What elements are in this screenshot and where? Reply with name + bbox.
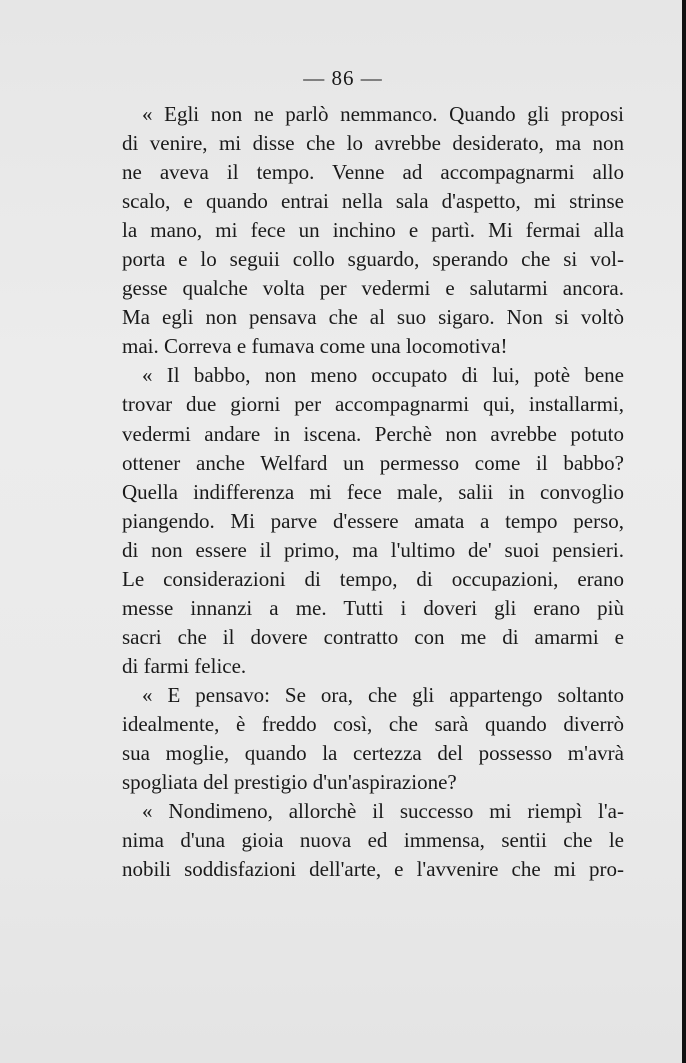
text-line: nima d'una gioia nuova ed immensa, sentii che le bbox=[122, 828, 624, 853]
text-line: gesse qualche volta per vedermi e salutarmi ancora. bbox=[122, 276, 624, 301]
text-line: ne aveva il tempo. Venne ad accompagnarmi allo bbox=[122, 160, 624, 185]
paragraph-3 bbox=[122, 681, 624, 797]
page-number: — 86 — bbox=[303, 66, 383, 90]
text-line: Le considerazioni di tempo, di occupazioni, erano bbox=[122, 566, 624, 591]
paragraph-2 bbox=[122, 361, 624, 681]
text-line: « Egli non ne parlò nemmanco. Quando gli proposi bbox=[142, 102, 624, 126]
text-line: « Il babbo, non meno occupato di lui, potè bene bbox=[142, 363, 624, 388]
text-line: la mano, mi fece un inchino e partì. Mi fermai alla bbox=[122, 218, 624, 243]
text-line: piangendo. Mi parve d'essere amata a tempo perso, bbox=[122, 508, 624, 533]
text-line: di non essere il primo, ma l'ultimo de' suoi pensieri. bbox=[122, 537, 624, 562]
page-edge bbox=[682, 0, 686, 1063]
text-line: scalo, e quando entrai nella sala d'aspetto, mi strinse bbox=[122, 189, 624, 214]
text-line: messe innanzi a me. Tutti i doveri gli erano più bbox=[122, 595, 624, 620]
paragraph-1 bbox=[122, 100, 624, 361]
text-line: Ma egli non pensava che al suo sigaro. Non si voltò bbox=[122, 305, 624, 330]
text-line: « Nondimeno, allorchè il successo mi riempì l'a- bbox=[142, 799, 624, 824]
text-line: porta e lo seguii collo sguardo, sperando che si vol- bbox=[122, 247, 624, 272]
text-line: « E pensavo: Se ora, che gli appartengo soltanto bbox=[142, 682, 624, 707]
text-line: sua moglie, quando la certezza del possesso m'avrà bbox=[122, 741, 624, 766]
text-line: idealmente, è freddo così, che sarà quando diverrò bbox=[122, 711, 624, 736]
text-line: Quella indifferenza mi fece male, salii in convoglio bbox=[122, 479, 624, 504]
text-line: sacri che il dovere contratto con me di amarmi e bbox=[122, 624, 624, 649]
text-line: di venire, mi disse che lo avrebbe desiderato, ma non bbox=[122, 131, 624, 156]
text-line: nobili soddisfazioni dell'arte, e l'avvenire che mi pro- bbox=[122, 857, 624, 882]
text-line: vedermi andare in iscena. Perchè non avrebbe potuto bbox=[122, 421, 624, 446]
text-line: spogliata del prestigio d'un'aspirazione? bbox=[122, 770, 457, 795]
body-text bbox=[122, 100, 624, 884]
text-line: ottener anche Welfard un permesso come il babbo? bbox=[122, 450, 624, 475]
text-line: trovar due giorni per accompagnarmi qui, installarmi, bbox=[122, 392, 624, 417]
text-line: di farmi felice. bbox=[122, 653, 247, 678]
paragraph-4 bbox=[122, 797, 624, 884]
text-line: mai. Correva e fumava come una locomotiva! bbox=[122, 334, 508, 359]
